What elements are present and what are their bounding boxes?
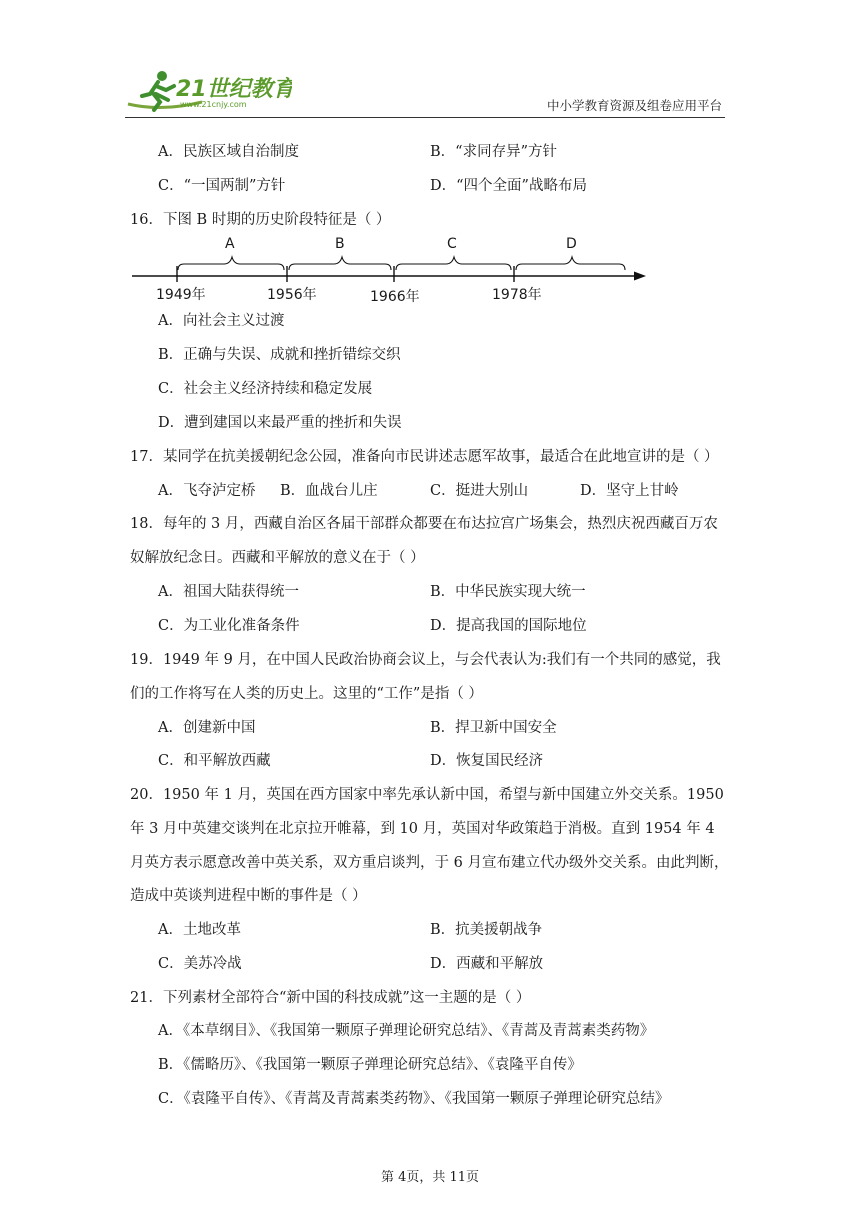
q17-option-c: C．挺进大别山 (430, 483, 529, 499)
q16-option-d: D．遭到建国以来最严重的挫折和失误 (158, 415, 402, 431)
platform-name: 中小学教育资源及组卷应用平台 (546, 98, 722, 113)
page-number: 第 4页，共 11页 (380, 1170, 480, 1185)
q19-option-b: B．捍卫新中国安全 (430, 720, 557, 736)
q21-option-a: A．《本草纲目》、《我国第一颗原子弹理论研究总结》、《青蒿及青蒿素类药物》 (158, 1023, 655, 1039)
brand-text: 21世纪教育 (176, 77, 292, 102)
timeline-label-d: D (566, 236, 577, 252)
q20-stem-line2: 年 3 月中英建交谈判在北京拉开帷幕，到 10 月，英国对华政策趋于消极。直到 1954 年 4 (130, 821, 715, 837)
q18-option-b: B．中华民族实现大统一 (430, 584, 586, 600)
timeline-label-a: A (225, 236, 235, 252)
q20-option-a: A．土地改革 (158, 922, 241, 938)
q16-stem: 16．下图 B 时期的历史阶段特征是（ ） (130, 212, 391, 228)
q16-option-a: A．向社会主义过渡 (158, 313, 285, 329)
q17-stem: 17．某同学在抗美援朝纪念公园，准备向市民讲述志愿军故事，最适合在此地宣讲的是（ ） (130, 449, 719, 465)
q15-option-a: A．民族区域自治制度 (158, 144, 299, 160)
q20-option-c: C．美苏冷战 (158, 956, 242, 972)
timeline-year-1956: 1956年 (267, 287, 317, 303)
q20-option-d: D．西藏和平解放 (430, 956, 544, 972)
q16-option-c: C．社会主义经济持续和稳定发展 (158, 381, 373, 397)
runner-logo-icon (122, 66, 292, 116)
q17-option-b: B．血战台儿庄 (280, 483, 378, 499)
timeline-label-b: B (335, 236, 345, 252)
q15-option-c: C．“一国两制”方针 (158, 178, 286, 194)
q21-option-b: B．《儒略历》、《我国第一颗原子弹理论研究总结》、《袁隆平自传》 (158, 1057, 582, 1073)
timeline-year-1966: 1966年 (370, 289, 420, 305)
site-logo (122, 66, 292, 116)
q17-option-a: A．飞夺泸定桥 (158, 483, 256, 499)
q21-stem: 21．下列素材全部符合“新中国的科技成就”这一主题的是（ ） (130, 990, 531, 1006)
q19-option-c: C．和平解放西藏 (158, 753, 271, 769)
timeline-year-1978: 1978年 (492, 287, 542, 303)
q21-option-c: C．《袁隆平自传》、《青蒿及青蒿素类药物》、《我国第一颗原子弹理论研究总结》 (158, 1091, 670, 1107)
q16-option-b: B．正确与失误、成就和挫折错综交织 (158, 347, 401, 363)
q19-stem-line2: 们的工作将写在人类的历史上。这里的“工作”是指（ ） (130, 686, 483, 702)
q20-stem-line3: 月英方表示愿意改善中英关系，双方重启谈判，于 6 月宣布建立代办级外交关系。由此判断， (130, 855, 729, 871)
q20-stem-line1: 20．1950 年 1 月，英国在西方国家中率先承认新中国，希望与新中国建立外交关系。1950 (130, 787, 724, 803)
q19-option-d: D．恢复国民经济 (430, 753, 544, 769)
q20-stem-line4: 造成中英谈判进程中断的事件是（ ） (130, 888, 367, 904)
timeline-label-c: C (447, 236, 457, 252)
q19-stem-line1: 19．1949 年 9 月，在中国人民政治协商会议上，与会代表认为:我们有一个共同的感觉，我 (130, 652, 721, 668)
timeline-year-1949: 1949年 (156, 287, 206, 303)
q15-option-d: D．“四个全面”战略布局 (430, 178, 587, 194)
q18-option-c: C．为工业化准备条件 (158, 618, 300, 634)
q18-option-d: D．提高我国的国际地位 (430, 618, 587, 634)
q20-option-b: B．抗美援朝战争 (430, 922, 543, 938)
q18-stem-line1: 18．每年的 3 月，西藏自治区各届干部群众都要在布达拉宫广场集会，热烈庆祝西藏百万农 (130, 516, 718, 532)
q19-option-a: A．创建新中国 (158, 720, 256, 736)
header-divider (125, 117, 725, 118)
q17-option-d: D．坚守上甘岭 (580, 483, 679, 499)
q15-option-b: B．“求同存异”方针 (430, 144, 557, 160)
timeline-figure (128, 232, 658, 304)
brand-url: www.21cnjy.com (180, 100, 247, 109)
q18-option-a: A．祖国大陆获得统一 (158, 584, 299, 600)
q18-stem-line2: 奴解放纪念日。西藏和平解放的意义在于（ ） (130, 550, 425, 566)
